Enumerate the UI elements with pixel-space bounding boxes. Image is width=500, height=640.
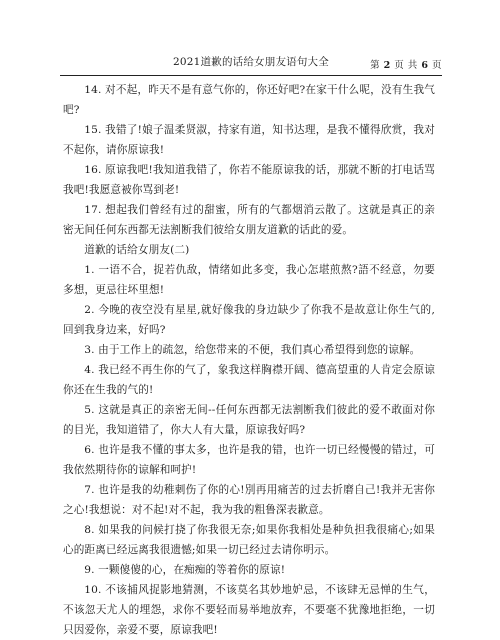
paragraph: 5. 这就是真正的亲密无间--任何东西都无法割断我们彼此的爱不敢面对你的目光，我知道错了，你大人有大量，原谅我好吗?	[63, 404, 435, 436]
page-total: 6	[421, 60, 429, 71]
paragraph: 15. 我错了!娘子温柔贤淑，持家有道，知书达理，是我不懂得欣赏，我对不起你，请你原谅我!	[63, 124, 435, 156]
paragraph: 8. 如果我的问候打挠了你我很无奈;如果你我相处是种负担我很痛心;如果心的距离已经远离我很遗憾;如果一切已经过去请你明示。	[63, 524, 435, 556]
page-indicator	[370, 57, 442, 71]
page-label-mid: 页 共	[394, 60, 418, 71]
page-header	[60, 52, 442, 72]
paragraph: 6. 也许是我不懂的事太多，也许是我的错，也许一切已经慢慢的错过，可我依然期待你的谅解和呵护!	[63, 444, 435, 476]
paragraph: 3. 由于工作上的疏忽，给您带来的不便，我们真心希望得到您的谅解。	[84, 344, 421, 356]
section-heading: 道歉的话给女朋友(二)	[84, 244, 190, 256]
page-label-suffix: 页	[431, 60, 442, 71]
header-divider	[60, 75, 442, 76]
document-title: 2021道歉的话给女朋友语句大全	[173, 56, 329, 68]
document-body	[63, 80, 435, 640]
page-current: 2	[383, 60, 391, 71]
paragraph: 4. 我已经不再生你的气了，象我这样胸襟开阔、德高望重的人肯定会原谅你还在生我的气的!	[63, 364, 435, 396]
paragraph: 17. 想起我们曾经有过的甜蜜，所有的气都烟消云散了。这就是真正的亲密无间任何东西都无法割断我们彼给女朋友道歉的话此的爱。	[63, 204, 435, 236]
paragraph: 9. 一颗傻傻的心，在痴痴的等着你的原谅!	[84, 564, 286, 576]
page-label-prefix: 第	[370, 60, 381, 71]
paragraph: 2. 今晚的夜空没有星星,就好像我的身边缺少了你我不是故意让你生气的,回到我身边来，好吗?	[63, 304, 435, 336]
paragraph: 1. 一语不合，捉若仇敌，情绪如此多变，我心怎堪煎熬?語不经意，勿要多想，更忌往坏里想!	[63, 264, 435, 296]
paragraph: 10. 不该捕风捉影地猜测，不该莫名其妙地妒忌，不该肆无忌惮的生气，不该忽天尤人的埋怨，求你不要轻而易举地放弃，不要毫不犹豫地拒绝，一切只因爱你，亲爱不要，原谅我吧!	[63, 584, 435, 636]
paragraph: 7. 也许是我的幼稚刺伤了你的心!別再用痛苦的过去折磨自己!我并无害你之心!我想说：对不起!对不起，我为我的粗鲁深表歉意。	[63, 484, 435, 516]
paragraph: 14. 对不起，昨天不是有意气你的，你还好吧?在家干什么呢，没有生我气吧?	[63, 84, 435, 116]
paragraph: 16. 原谅我吧!我知道我错了，你若不能原谅我的话，那就不断的打电话骂我吧!我愿意被你骂到老!	[63, 164, 435, 196]
